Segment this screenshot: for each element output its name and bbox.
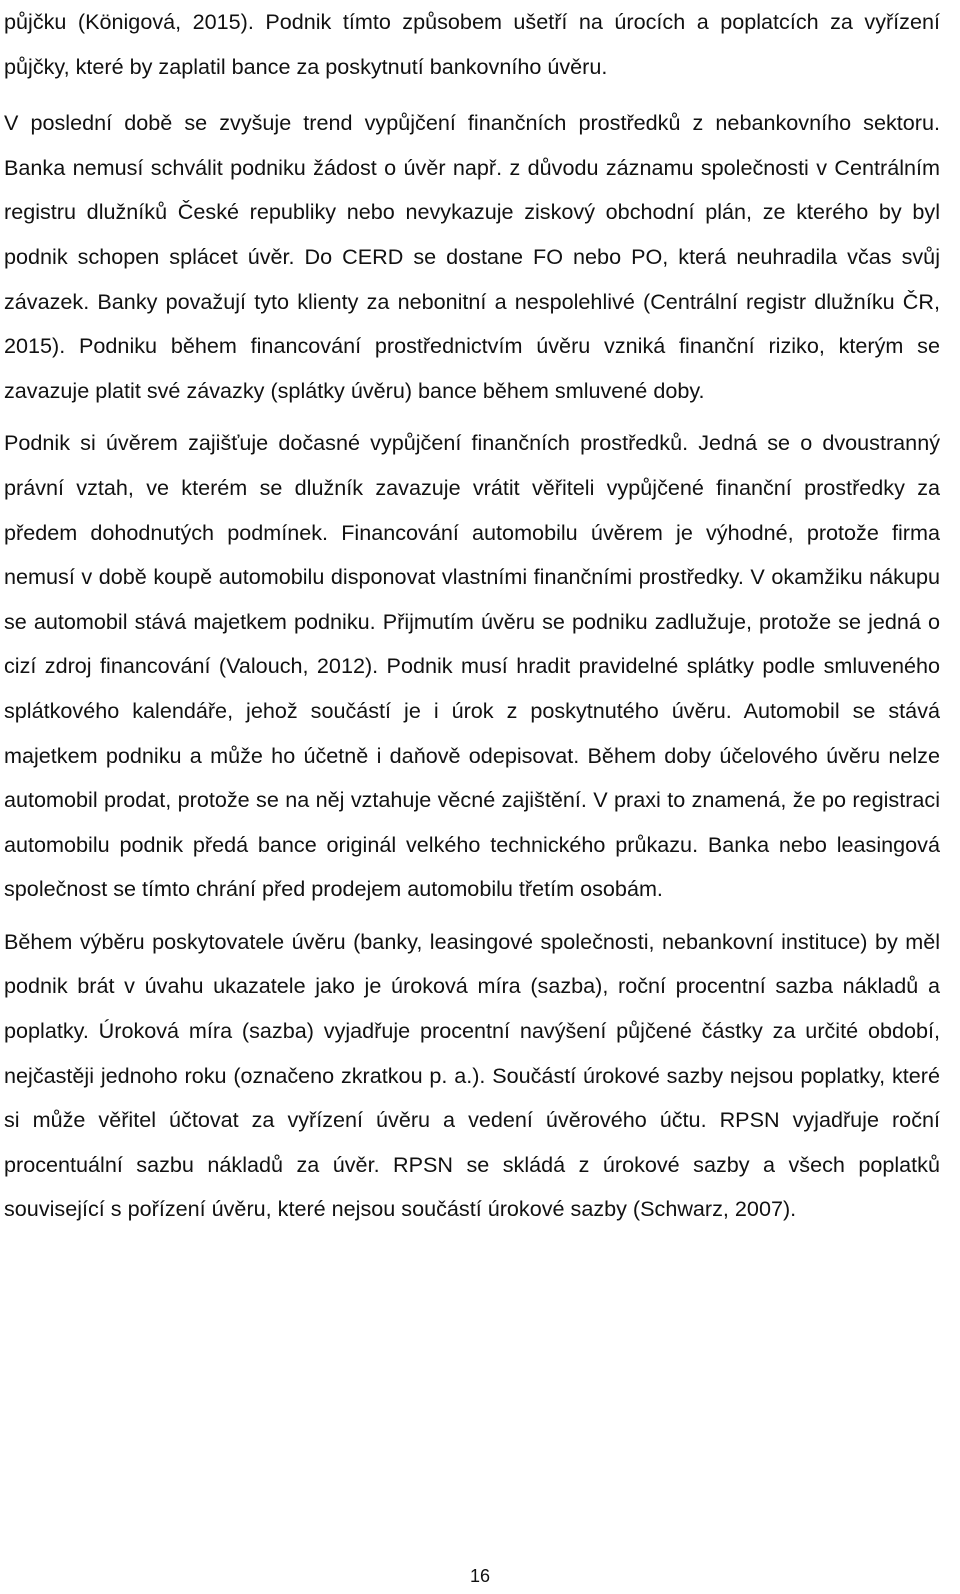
document-body: [4, 0, 940, 1232]
paragraph-loan-savings: půjčku (Königová, 2015). Podnik tímto způsobem ušetří na úrocích a poplatcích za vyřízení půjčky, které by zaplatil bance za poskytnutí bankovního úvěru.: [4, 9, 940, 79]
paragraph-loan-provider-selection: Během výběru poskytovatele úvěru (banky, leasingové společnosti, nebankovní instituce) by měl podnik brát v úvahu ukazatele jako je úroková míra (sazba), roční procentní sazba nákladů a poplatky. Úroková míra (sazba) vyjadřuje procentní navýšení půjčené částky za určité období, nejčastěji jednoho roku (označeno zkratkou p. a.). Součástí úrokové sazby nejsou poplatky, které si může věřitel účtovat za vyřízení úvěru a vedení úvěrového účtu. RPSN vyjadřuje roční procentuální sazbu nákladů za úvěr. RPSN se skládá z úrokové sazby a všech poplatků související s pořízení úvěru, které nejsou součástí úrokové sazby (Schwarz, 2007).: [4, 928, 940, 1222]
page-number: 16: [469, 1566, 491, 1586]
paragraph-loan-financing: Podnik si úvěrem zajišťuje dočasné vypůjčení finančních prostředků. Jedná se o dvoustranný právní vztah, ve kterém se dlužník zavazuje vrátit věřiteli vypůjčené finanční prostředky za předem dohodnutých podmínek. Financování automobilu úvěrem je výhodné, protože firma nemusí v době koupě automobilu disponovat vlastními finančními prostředky. V okamžiku nákupu se automobil stává majetkem podniku. Přijmutím úvěru se podniku zadlužuje, protože se jedná o cizí zdroj financování (Valouch, 2012). Podnik musí hradit pravidelné splátky podle smluveného splátkového kalendáře, jehož součástí je i úrok z poskytnutého úvěru. Automobil se stává majetkem podniku a může ho účetně i daňově odepisovat. Během doby účelového úvěru nelze automobil prodat, protože se na něj vztahuje věcné zajištění. V praxi to znamená, že po registraci automobilu podnik předá bance originál velkého technického průkazu. Banka nebo leasingová společnost se tímto chrání před prodejem automobilu třetím osobám.: [4, 430, 940, 902]
paragraph-nonbank-sector: V poslední době se zvyšuje trend vypůjčení finančních prostředků z nebankovního sektoru. Banka nemusí schválit podniku žádost o úvěr např. z důvodu záznamu společnosti v Centrálním registru dlužníků České republiky nebo nevykazuje ziskový obchodní plán, ze kterého by byl podnik schopen splácet úvěr. Do CERD se dostane FO nebo PO, která neuhradila včas svůj závazek. Banky považují tyto klienty za nebonitní a nespolehlivé (Centrální registr dlužníku ČR, 2015). Podniku během financování prostřednictvím úvěru vzniká finanční riziko, kterým se zavazuje platit své závazky (splátky úvěru) bance během smluvené doby.: [4, 110, 940, 403]
